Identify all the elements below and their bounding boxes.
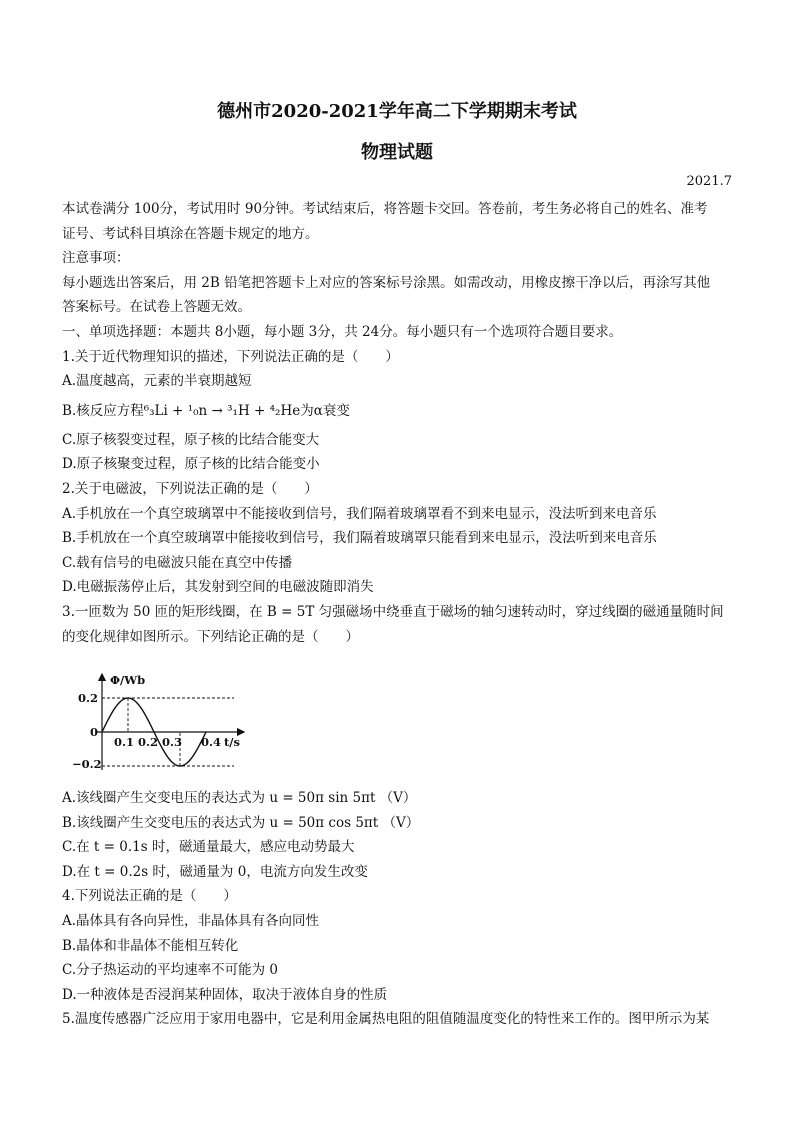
q1-option-a: A.温度越高，元素的半衰期越短 [62, 373, 252, 390]
section-heading: 一、单项选择题：本题共 8小题，每小题 3分，共 24分。每小题只有一个选项符合题目要求。 [62, 323, 623, 340]
q2-option-c: C.载有信号的电磁波只能在真空中传播 [62, 554, 293, 571]
y-tick-label: 0.2 [78, 691, 99, 705]
x-tick-label: 0.1 [114, 735, 135, 749]
y-tick-label: −0.2 [72, 757, 102, 771]
intro-line: 证号、考试科目填涂在答题卡规定的地方。 [62, 225, 319, 242]
q2-option-b: B.手机放在一个真空玻璃罩中能接收到信号，我们隔着玻璃罩只能看到来电显示，没法听到来电音乐 [62, 530, 657, 547]
q2-option-a: A.手机放在一个真空玻璃罩中不能接收到信号，我们隔着玻璃罩看不到来电显示，没法听到来电音乐 [62, 505, 657, 522]
q4-option-c: C.分子热运动的平均速率不可能为 0 [62, 962, 279, 979]
exam-body-continued [62, 786, 734, 1032]
q5-stem: 5.温度传感器广泛应用于家用电器中，它是利用金属热电阻的阻值随温度变化的特性来工作的。图甲所示为某 [62, 1011, 710, 1028]
y-axis-label: Φ/Wb [110, 673, 146, 687]
exam-title: 德州市2020-2021学年高二下学期期末考试 [217, 101, 577, 122]
q2-stem: 2.关于电磁波，下列说法正确的是（ ） [62, 480, 318, 497]
flux-time-graph [72, 670, 262, 780]
q2-option-d: D.电磁振荡停止后，其发射到空间的电磁波随即消失 [62, 579, 374, 596]
x-tick-label: 0.2 [138, 735, 159, 749]
exam-body [62, 197, 734, 649]
q4-option-d: D.一种液体是否浸润某种固体，取决于液体自身的性质 [62, 986, 388, 1003]
y-tick-label: 0 [90, 725, 99, 739]
notice-heading: 注意事项： [62, 250, 130, 267]
x-tick-label: 0.4 [201, 735, 222, 749]
exam-date: 2021.7 [686, 174, 732, 189]
q3-option-d: D.在 t = 0.2s 时，磁通量为 0，电流方向发生改变 [62, 863, 368, 880]
q4-option-b: B.晶体和非晶体不能相互转化 [62, 937, 239, 954]
q1-nuclear-equation: ⁶₃Li + ¹₀n → ³₁H + ⁴₂He [143, 402, 301, 419]
q1-option-b [62, 394, 734, 428]
q3-stem-line2: 的变化规律如图所示。下列结论正确的是（ ） [62, 628, 359, 645]
q1-option-b-suffix: 为α衰变 [300, 402, 350, 419]
q1-option-b-prefix: B.核反应方程 [62, 402, 144, 419]
q4-option-a: A.晶体具有各向异性，非晶体具有各向同性 [62, 912, 320, 929]
q1-stem: 1.关于近代物理知识的描述，下列说法正确的是（ ） [62, 348, 399, 365]
q4-stem: 4.下列说法正确的是（ ） [62, 888, 237, 905]
intro-line: 本试卷满分 100分，考试用时 90分钟。考试结束后，将答题卡交回。答卷前，考生务必将自己的姓名、准考 [62, 201, 708, 217]
intro-line: 每小题选出答案后，用 2B 铅笔把答题卡上对应的答案标号涂黑。如需改动，用橡皮擦干净以后，再涂写其他 [62, 274, 711, 291]
exam-subtitle: 物理试题 [361, 142, 433, 163]
q3-stem-line1: 3.一匝数为 50 匝的矩形线圈，在 B = 5T 匀强磁场中绕垂直于磁场的轴匀速转动时，穿过线圈的磁通量随时间 [62, 603, 724, 620]
q1-option-c: C.原子核裂变过程，原子核的比结合能变大 [62, 431, 320, 448]
q3-option-c: C.在 t = 0.1s 时，磁通量最大，感应电动势最大 [62, 839, 355, 856]
q1-option-d: D.原子核聚变过程，原子核的比结合能变小 [62, 456, 320, 473]
q3-option-b: B.该线圈产生交变电压的表达式为 u = 50π cos 5πt （V） [62, 814, 420, 831]
q3-option-a: A.该线圈产生交变电压的表达式为 u = 50π sin 5πt （V） [62, 790, 417, 806]
x-tick-label: 0.3 [162, 735, 183, 749]
intro-line: 答案标号。在试卷上答题无效。 [62, 299, 251, 316]
x-axis-label: t/s [224, 735, 240, 749]
